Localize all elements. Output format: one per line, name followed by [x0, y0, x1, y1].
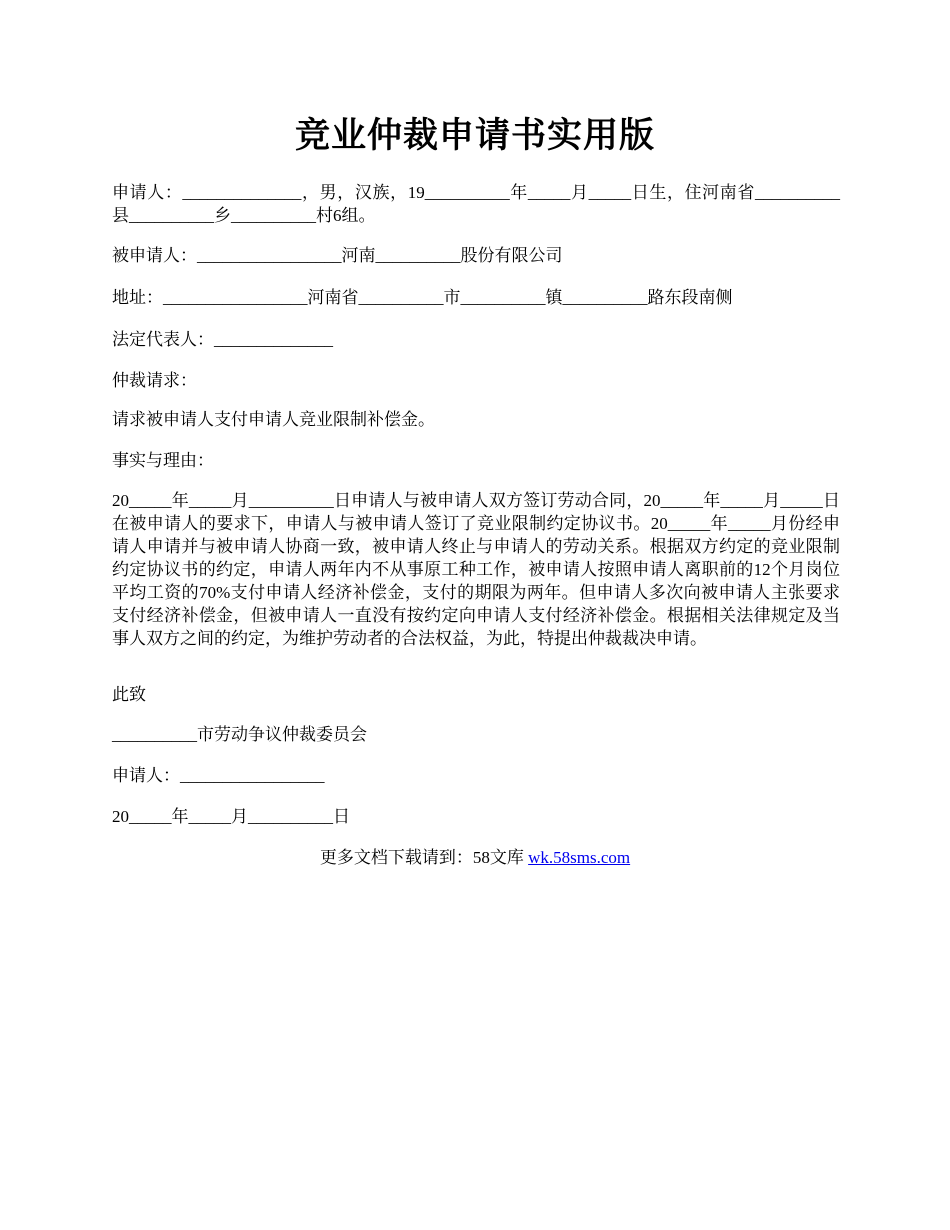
facts-body: 20_____年_____月__________日申请人与被申请人双方签订劳动合同，20_____年_____月_____日在被申请人的要求下，申请人与被申请人签订了竞业限制约定协议书。20_____年_____月份经申请人申请并与被申请人协商一致，被申请人终止与申请人的劳动关系。根据双方约定的竞业限制约定协议书的约定，申请人两年内不从事原工种工作，被申请人按照申请人离职前的12个月岗位平均工资的70%支付申请人经济补偿金，支付的期限为两年。但申请人多次向被申请人主张要求支付经济补偿金，但被申请人一直没有按约定向申请人支付经济补偿金。根据相关法律规定及当事人双方之间的约定，为维护劳动者的合法权益，为此，特提出仲裁裁决申请。 — [112, 491, 840, 648]
claims-body: 请求被申请人支付申请人竞业限制补偿金。 — [112, 410, 435, 429]
signature-line: 申请人：_________________ — [112, 766, 325, 785]
applicant-info: 申请人：______________，男，汉族，19__________年_____月_____日生，住河南省__________县__________乡__________村6组。 — [112, 183, 840, 225]
footer-text: 更多文档下载请到：58文库 — [319, 848, 524, 867]
date-line: 20_____年_____月__________日 — [112, 807, 350, 826]
facts-heading: 事实与理由： — [112, 451, 214, 470]
legal-representative: 法定代表人：______________ — [112, 330, 333, 349]
respondent-info: 被申请人：_________________河南__________股份有限公司 — [112, 246, 563, 265]
closing-salutation: 此致 — [112, 685, 146, 704]
respondent-address: 地址：_________________河南省__________市__________镇__________路东段南侧 — [112, 288, 733, 307]
addressee-committee: __________市劳动争议仲裁委员会 — [112, 725, 367, 744]
claims-heading: 仲裁请求： — [112, 371, 197, 390]
footer-link[interactable]: wk.58sms.com — [528, 848, 631, 867]
footer — [0, 846, 950, 869]
document-title: 竞业仲裁申请书实用版 — [294, 116, 655, 155]
